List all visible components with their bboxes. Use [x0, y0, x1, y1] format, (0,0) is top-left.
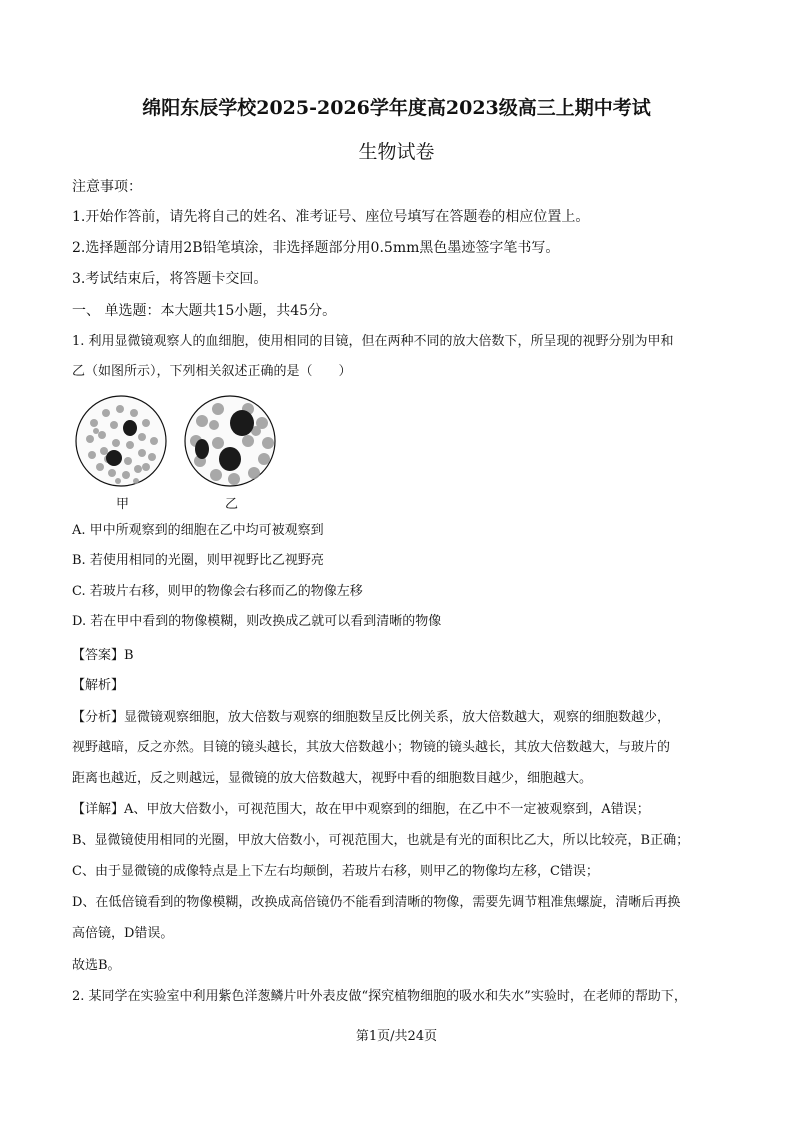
figure-label-yi: 乙: [225, 497, 239, 512]
page-footer: 第1页/共24页: [355, 1029, 438, 1044]
notice-item-1: 1.开始作答前，请先将自己的姓名、准考证号、座位号填写在答题卷的相应位置上。: [72, 209, 590, 225]
figure-label-jia: 甲: [116, 497, 130, 512]
option-b: B. 若使用相同的光圈，则甲视野比乙视野亮: [72, 553, 324, 568]
section-heading: 一、 单选题：本大题共15小题，共45分。: [72, 303, 337, 319]
answer-label: 【答案】B: [72, 648, 134, 663]
option-a: A. 甲中所观察到的细胞在乙中均可被观察到: [72, 523, 324, 538]
analysis-line-3: 距离也越近，反之则越远，显微镜的放大倍数越大，视野中看的细胞数目越少，细胞越大。: [72, 771, 593, 786]
analysis-heading: 【解析】: [72, 678, 125, 693]
detail-line-4: D、在低倍镜看到的物像模糊，改换成高倍镜仍不能看到清晰的物像，需要先调节粗准焦螺旋，清晰后再换: [72, 895, 681, 910]
detail-line-5: 高倍镜，D错误。: [72, 926, 174, 941]
option-c: C. 若玻片右移，则甲的物像会右移而乙的物像左移: [72, 584, 363, 599]
option-d: D. 若在甲中看到的物像模糊，则改换成乙就可以看到清晰的物像: [72, 614, 442, 629]
conclusion: 故选B。: [72, 958, 121, 973]
detail-line-1: 【详解】A、甲放大倍数小，可视范围大，故在甲中观察到的细胞，在乙中不一定被观察到，A错误；: [72, 802, 650, 817]
microscope-fields-image: [72, 395, 284, 513]
analysis-line-2: 视野越暗，反之亦然。目镜的镜头越长，其放大倍数越小；物镜的镜头越长，其放大倍数越大，与玻片的: [72, 740, 671, 755]
question2-stem-line1: 2. 某同学在实验室中利用紫色洋葱鳞片叶外表皮做“探究植物细胞的吸水和失水”实验时，在老师的帮助下，: [72, 989, 687, 1004]
page-title: 绵阳东辰学校2025-2026学年度高2023级高三上期中考试: [142, 97, 651, 119]
analysis-line-1: 【分析】显微镜观察细胞，放大倍数与观察的细胞数呈反比例关系，放大倍数越大，观察的细胞数越少，: [72, 710, 671, 725]
question1-stem-line1: 1. 利用显微镜观察人的血细胞，使用相同的目镜，但在两种不同的放大倍数下，所呈现的视野分别为甲和: [72, 334, 674, 349]
detail-line-3: C、由于显微镜的成像特点是上下左右均颠倒，若玻片右移，则甲乙的物像均左移，C错误；: [72, 864, 599, 879]
page-subtitle: 生物试卷: [358, 141, 435, 163]
notice-heading: 注意事项：: [72, 179, 142, 195]
microscope-figure: [72, 395, 284, 513]
question1-stem-line2: 乙（如图所示），下列相关叙述正确的是（ ）: [72, 364, 352, 379]
notice-item-3: 3.考试结束后，将答题卡交回。: [72, 271, 268, 287]
notice-item-2: 2.选择题部分请用2B铅笔填涂，非选择题部分用0.5mm黑色墨迹签字笔书写。: [72, 240, 560, 256]
detail-line-2: B、显微镜使用相同的光圈，甲放大倍数小，可视范围大，也就是有光的面积比乙大，所以比较亮，B正确；: [72, 833, 690, 848]
